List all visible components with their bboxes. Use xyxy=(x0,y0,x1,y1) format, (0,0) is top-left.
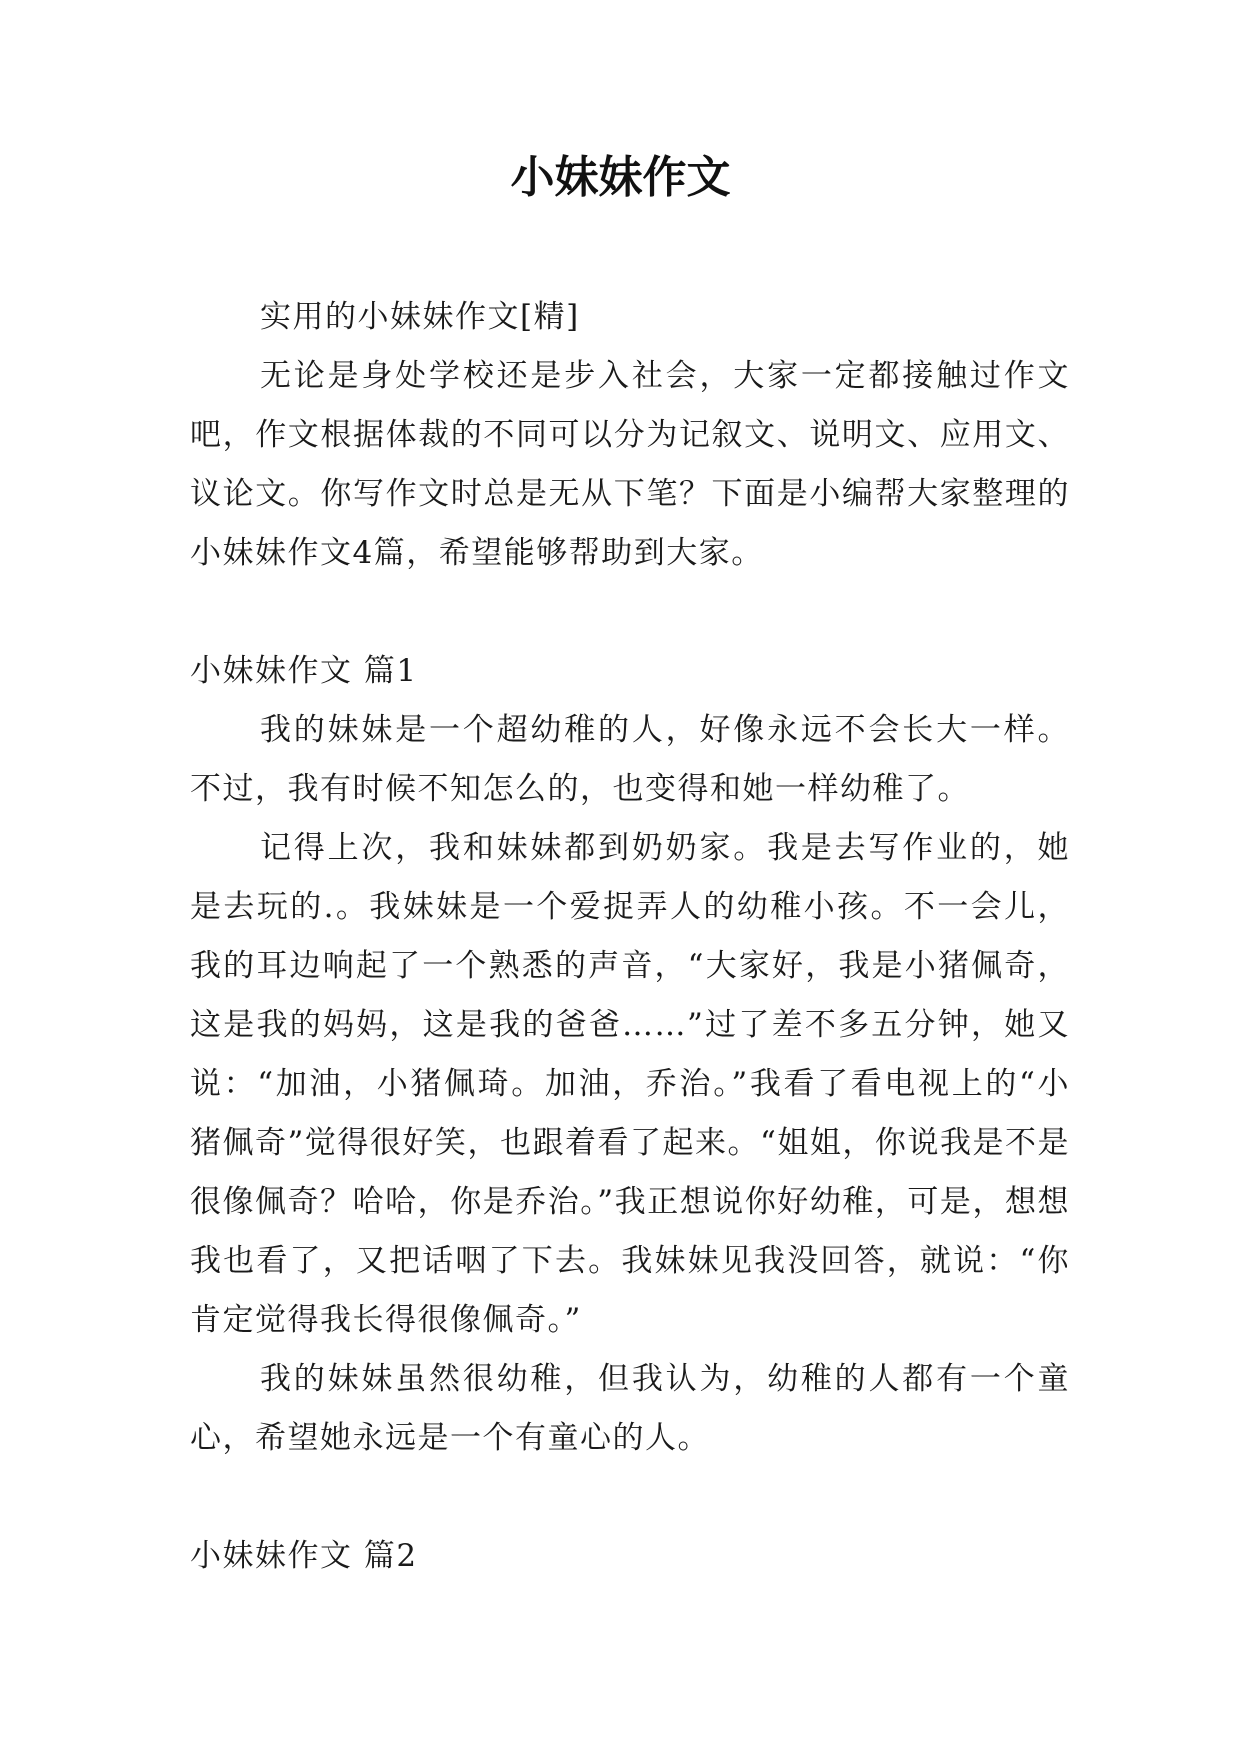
document-body xyxy=(190,288,1070,1586)
section-heading: 小妹妹作文 篇1 xyxy=(190,653,418,689)
section-paragraph: 我的妹妹虽然很幼稚，但我认为，幼稚的人都有一个童心，希望她永远是一个有童心的人。 xyxy=(190,1361,1070,1456)
section-heading: 小妹妹作文 篇2 xyxy=(190,1538,418,1574)
document-title: 小妹妹作文 xyxy=(510,152,731,203)
intro-paragraph: 无论是身处学校还是步入社会，大家一定都接触过作文吧，作文根据体裁的不同可以分为记叙文、说明文、应用文、议论文。你写作文时总是无从下笔？下面是小编帮大家整理的小妹妹作文4篇，希望能够帮助到大家。 xyxy=(190,358,1070,571)
section-paragraph: 我的妹妹是一个超幼稚的人，好像永远不会长大一样。不过，我有时候不知怎么的，也变得和她一样幼稚了。 xyxy=(190,712,1070,807)
document-subtitle: 实用的小妹妹作文[精] xyxy=(260,299,580,335)
section-spacer xyxy=(190,583,1070,642)
section-paragraph: 记得上次，我和妹妹都到奶奶家。我是去写作业的，她是去玩的.。我妹妹是一个爱捉弄人的幼稚小孩。不一会儿，我的耳边响起了一个熟悉的声音，“大家好，我是小猪佩奇，这是我的妈妈，这是我的爸爸……”过了差不多五分钟，她又说：“加油，小猪佩琦。加油，乔治。”我看了看电视上的“小猪佩奇”觉得很好笑，也跟着看了起来。“姐姐，你说我是不是很像佩奇？哈哈，你是乔治。”我正想说你好幼稚，可是，想想我也看了，又把话咽了下去。我妹妹见我没回答，就说：“你肯定觉得我长得很像佩奇。” xyxy=(190,830,1070,1338)
section-spacer xyxy=(190,1468,1070,1527)
